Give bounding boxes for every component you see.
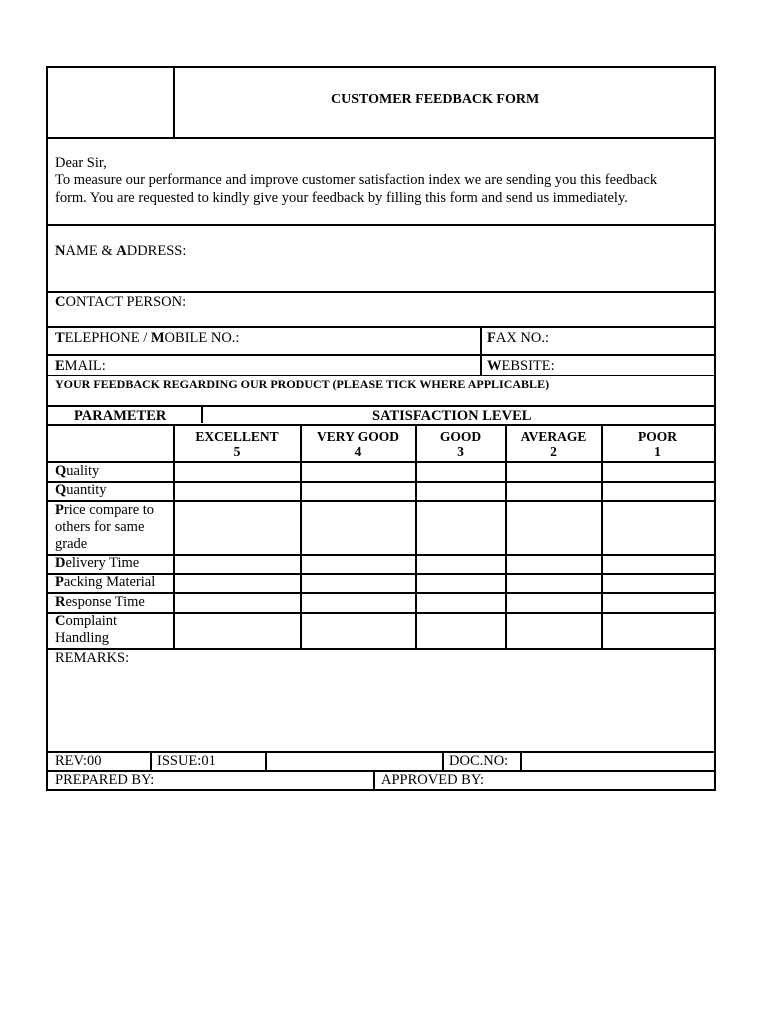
level-average: AVERAGE 2 bbox=[520, 429, 587, 459]
divider bbox=[48, 648, 714, 650]
logo-cell bbox=[48, 68, 173, 137]
divider bbox=[505, 424, 507, 648]
divider bbox=[150, 751, 152, 770]
level-very-good: VERY GOOD 4 bbox=[317, 429, 399, 459]
divider bbox=[265, 751, 267, 770]
param-packing-material: Packing Material bbox=[55, 574, 156, 590]
param-quantity: Quantity bbox=[55, 482, 107, 498]
email-label: EMAIL: bbox=[55, 358, 106, 374]
fax-label: FAX NO.: bbox=[487, 330, 550, 346]
rev-label: REV:00 bbox=[55, 753, 102, 769]
divider bbox=[601, 424, 603, 648]
telephone-field[interactable] bbox=[253, 328, 478, 354]
approved-by-label: APPROVED BY: bbox=[381, 772, 485, 788]
divider bbox=[442, 751, 444, 770]
divider bbox=[48, 481, 714, 483]
divider bbox=[415, 424, 417, 648]
param-delivery-time: Delivery Time bbox=[55, 555, 140, 571]
divider bbox=[48, 375, 714, 376]
param-quality: Quality bbox=[55, 463, 100, 479]
salutation: Dear Sir, bbox=[55, 155, 107, 171]
divider bbox=[300, 424, 302, 648]
divider bbox=[373, 770, 375, 790]
divider bbox=[48, 405, 714, 407]
param-response-time: Response Time bbox=[55, 594, 145, 610]
prepared-by-label: PREPARED BY: bbox=[55, 772, 155, 788]
level-excellent: EXCELLENT 5 bbox=[195, 429, 279, 459]
divider bbox=[48, 424, 714, 426]
name-address-field[interactable] bbox=[48, 226, 714, 290]
divider bbox=[201, 405, 203, 423]
divider bbox=[48, 554, 714, 556]
parameter-header: PARAMETER bbox=[74, 408, 167, 424]
intro-line-1: To measure our performance and improve customer satisfaction index we are sending you this feedback bbox=[55, 172, 658, 188]
website-field[interactable] bbox=[563, 356, 713, 375]
telephone-label: TELEPHONE / MOBILE NO.: bbox=[55, 330, 240, 346]
param-price: Price compare to others for same grade bbox=[55, 502, 155, 552]
doc-no-label: DOC.NO: bbox=[449, 753, 509, 769]
remarks-label: REMARKS: bbox=[55, 650, 130, 666]
logo-cell-divider bbox=[173, 68, 175, 137]
divider bbox=[48, 612, 714, 614]
contact-person-field[interactable] bbox=[198, 293, 713, 325]
fax-field[interactable] bbox=[558, 328, 713, 354]
email-field[interactable] bbox=[118, 356, 478, 375]
remarks-field[interactable] bbox=[48, 668, 714, 750]
divider bbox=[480, 326, 482, 376]
divider bbox=[48, 751, 714, 753]
form-title: CUSTOMER FEEDBACK FORM bbox=[331, 92, 540, 107]
intro-line-2: form. You are requested to kindly give your feedback by filling this form and send us immediately. bbox=[55, 190, 628, 206]
name-address-label: NAME & ADDRESS: bbox=[55, 243, 187, 259]
website-label: WEBSITE: bbox=[487, 358, 555, 374]
contact-person-label: CONTACT PERSON: bbox=[55, 294, 187, 310]
divider bbox=[173, 424, 175, 648]
divider bbox=[520, 751, 522, 770]
divider bbox=[48, 461, 714, 463]
param-complaint-handling: Complaint Handling bbox=[55, 613, 118, 646]
satisfaction-level-header: SATISFACTION LEVEL bbox=[372, 408, 532, 424]
level-good: GOOD 3 bbox=[439, 429, 482, 459]
level-poor: POOR 1 bbox=[638, 429, 677, 459]
feedback-form bbox=[46, 66, 716, 791]
feedback-note: YOUR FEEDBACK REGARDING OUR PRODUCT (PLEASE TICK WHERE APPLICABLE) bbox=[55, 377, 550, 391]
divider bbox=[48, 137, 714, 139]
divider bbox=[48, 592, 714, 594]
issue-label: ISSUE:01 bbox=[157, 753, 216, 769]
